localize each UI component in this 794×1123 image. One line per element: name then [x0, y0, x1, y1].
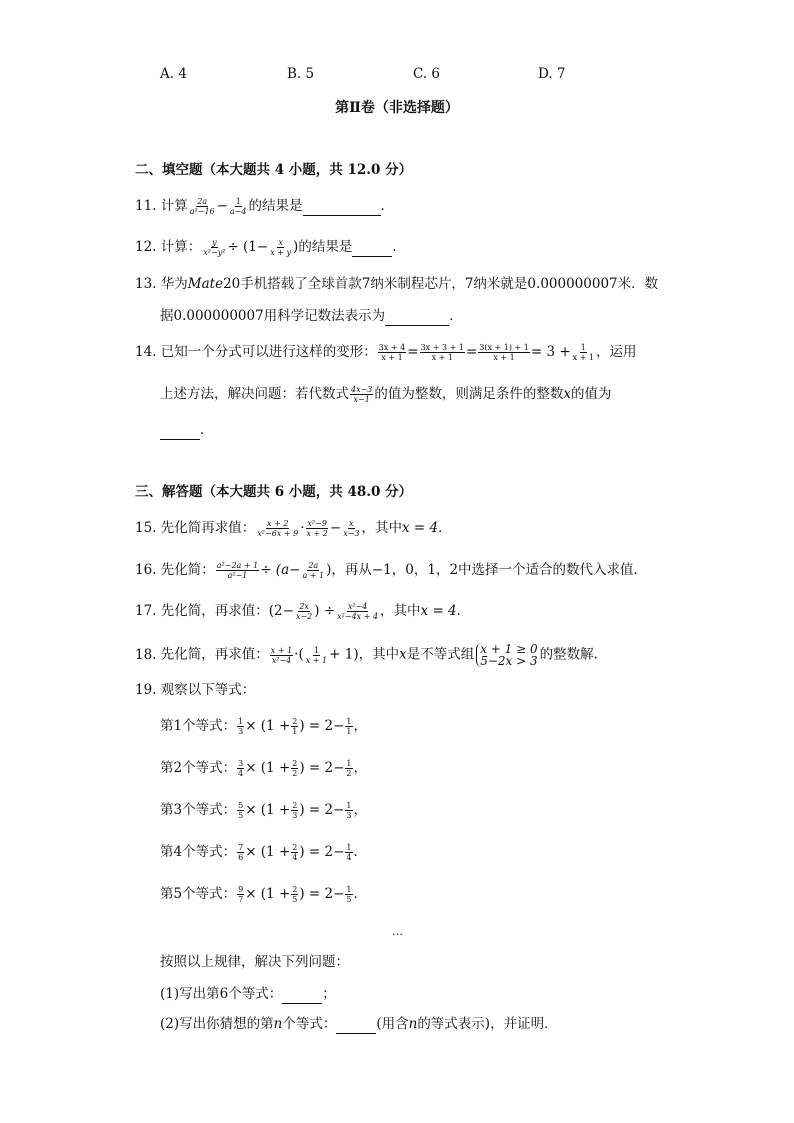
inequality-system: x + 1 ≥ 0 5−2x > 3	[476, 643, 537, 667]
fraction: $\frac{1}{x + 1}$	[305, 645, 328, 665]
sub-question-2: (2)写出你猜想的第n个等式： (用含n的等式表示)，并证明．	[160, 1016, 558, 1032]
equation-row: 第2个等式： $\frac{3}{4}$ × (1 + $\frac{2}{2}$ ) = 2− $\frac{1}{2}$ ，	[160, 759, 367, 778]
question-17: 17. 先化简，再求值：(2− $\frac{2x}{x-2}$ ) ÷ $\frac{\text{x²−4}}{\text{x²−4x + 4}}$ ，其中x = 4．	[135, 602, 471, 621]
answer-blank[interactable]	[160, 425, 200, 440]
question-text: 先化简再求值：	[160, 520, 256, 536]
question-text: 先化简，再求值：	[160, 646, 269, 663]
fraction: $\frac{y}{\text{x²−y²}}$	[203, 238, 226, 257]
part2-title: 第Ⅱ卷（非选择题）	[335, 100, 459, 116]
question-13-line2: 据0.000000007用科学记数法表示为 ．	[160, 308, 463, 324]
question-number: 17.	[135, 603, 157, 619]
question-18: 18. 先化简，再求值： $\frac{x + 1}{\text{x²−4}}$ ·( $\frac{1}{x + 1}$ + 1)，其中x是不等式组 x + 1 ≥ 0 5−2x > 3 的整数解．	[135, 642, 608, 668]
choice-d: D. 7	[538, 66, 566, 82]
question-number: 15.	[135, 520, 157, 536]
sub-question-1: (1)写出第6个等式： ；	[160, 986, 336, 1002]
fraction: $\frac{2a}{\text{a²−16}}$	[189, 197, 215, 216]
question-number: 19.	[135, 682, 157, 698]
fraction: $\frac{x}{x-3}$	[343, 519, 360, 538]
question-text: 先化简：	[160, 562, 215, 578]
fraction: $\frac{x + 2}{\text{x²−6x + 9}}$	[257, 519, 299, 538]
question-number: 12.	[135, 239, 157, 255]
choice-b: B. 5	[287, 66, 315, 82]
question-text: 计算：	[160, 239, 202, 255]
fraction: $\frac{4x-3}{x-1}$	[351, 385, 373, 404]
question-13: 13. 华为Mate20手机搭载了全球首款7纳米制程芯片，7纳米就是0.000000007米．数	[135, 276, 659, 292]
question-16: 16. 先化简： $\frac{\text{a²−2a + 1}}{\text{a²−1}}$ ÷ (a− $\frac{2a}{a + 1}$ )，再从−1，0，1，2中选择一个适合的数代入求值．	[135, 561, 648, 580]
question-11: 11. 计算 $\frac{2a}{\text{a²−16}}$ − $\frac{1}{a-4}$ 的结果是 ．	[135, 197, 395, 216]
question-number: 13.	[135, 276, 157, 292]
question-number: 16.	[135, 562, 157, 578]
answer-blank[interactable]	[385, 311, 449, 326]
fraction: $\frac{\text{x²−9}}{x + 2}$	[306, 519, 328, 538]
fraction: $\frac{\text{a²−2a + 1}}{\text{a²−1}}$	[216, 561, 259, 580]
fraction: $\frac{3x + 4}{x + 1}$	[378, 343, 406, 362]
question-text: 计算	[160, 198, 188, 214]
answer-blank[interactable]	[282, 989, 322, 1004]
question-19	[135, 680, 255, 700]
equation-row: 第4个等式： $\frac{7}{6}$ × (1 + $\frac{2}{4}$ ) = 2− $\frac{1}{4}$ ．	[160, 843, 367, 862]
fraction: $\frac{2x}{x-2}$	[295, 602, 313, 621]
question-14-line3: ．	[160, 420, 214, 440]
question-text: 华为	[160, 276, 188, 292]
question-14: 14. 已知一个分式可以进行这样的变形： $\frac{3x + 4}{x + 1}$ = $\frac{3x + 3 + 1}{x + 1}$ = $\frac{3(x + 1) + 1}{x + 1}$ = 3 + $\frac{1}{x + 1}$ ，运用	[135, 343, 637, 362]
equation-row: 第5个等式： $\frac{9}{7}$ × (1 + $\frac{2}{5}$ ) = 2− $\frac{1}{5}$ ．	[160, 885, 367, 904]
fraction: $\frac{x}{x + y}$	[270, 238, 292, 257]
question-number: 18.	[135, 646, 157, 663]
fraction: $\frac{3x + 3 + 1}{x + 1}$	[420, 343, 464, 362]
fraction: $\frac{x + 1}{\text{x²−4}}$	[270, 645, 293, 665]
section2-title: 二、填空题（本大题共 4 小题，共 12.0 分）	[135, 162, 413, 178]
answer-blank[interactable]	[303, 201, 381, 216]
question-12: 12. 计算： $\frac{y}{\text{x²−y²}}$ ÷ (1− $\frac{x}{x + y}$ )的结果是 ．	[135, 238, 406, 257]
rule-text: 按照以上规律，解决下列问题：	[160, 954, 349, 970]
equation-row: 第3个等式： $\frac{5}{5}$ × (1 + $\frac{2}{3}$ ) = 2− $\frac{1}{3}$ ，	[160, 801, 367, 820]
question-text: 先化简，再求值：(2−	[160, 603, 294, 619]
question-number: 14.	[135, 344, 157, 360]
fraction: $\frac{3(x + 1) + 1}{x + 1}$	[479, 343, 529, 362]
question-text: 观察以下等式：	[160, 682, 256, 698]
equation-row: 第1个等式： $\frac{1}{3}$ × (1 + $\frac{2}{1}$ ) = 2− $\frac{1}{1}$ ，	[160, 717, 367, 736]
fraction: $\frac{\text{x²−4}}{\text{x²−4x + 4}}$	[337, 602, 379, 621]
fraction: $\frac{1}{a-4}$	[229, 197, 247, 216]
fraction: $\frac{2a}{a + 1}$	[302, 561, 325, 580]
question-number: 11.	[135, 198, 157, 214]
choice-a: A. 4	[160, 66, 187, 82]
ellipsis: …	[392, 925, 403, 938]
answer-blank[interactable]	[336, 1019, 376, 1034]
question-15: 15. 先化简再求值： $\frac{x + 2}{\text{x²−6x + 9}}$ · $\frac{\text{x²−9}}{x + 2}$ − $\frac{x}{x-3}$ ，其中x = 4．	[135, 519, 452, 538]
answer-blank[interactable]	[352, 242, 392, 257]
fraction: $\frac{1}{x + 1}$	[572, 343, 595, 362]
section3-title: 三、解答题（本大题共 6 小题，共 48.0 分）	[135, 484, 413, 500]
question-text: 已知一个分式可以进行这样的变形：	[160, 344, 377, 360]
choice-c: C. 6	[413, 66, 441, 82]
question-14-line2: 上述方法，解决问题：若代数式 $\frac{4x-3}{x-1}$ 的值为整数，则满足条件的整数x的值为	[160, 385, 612, 404]
